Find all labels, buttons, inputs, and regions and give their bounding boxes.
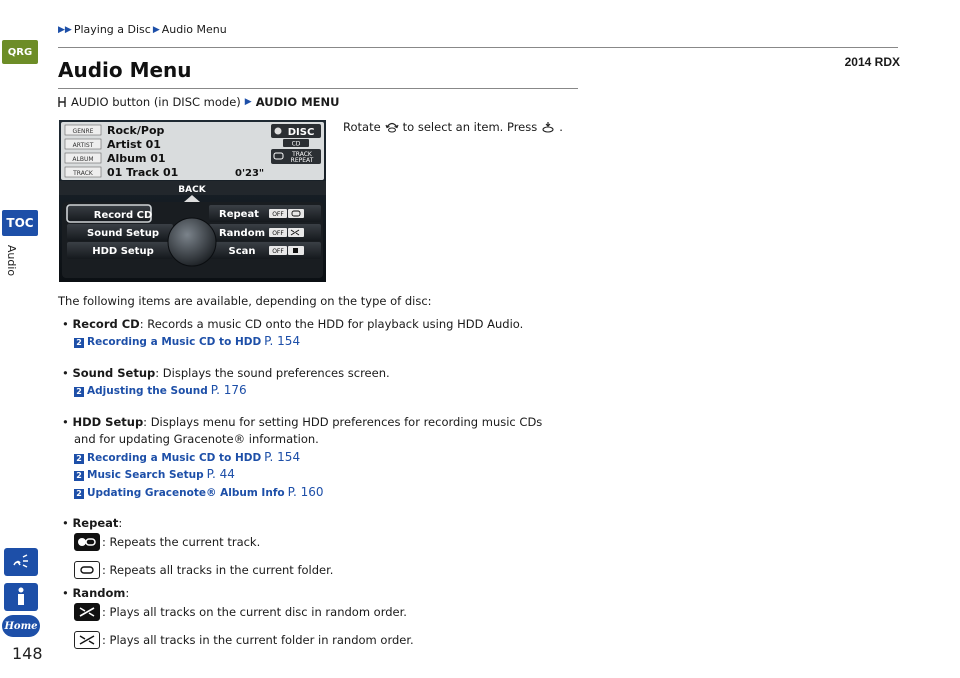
instruction-middle: to select an item. Press — [402, 120, 538, 134]
info-button[interactable] — [4, 583, 38, 611]
term-sound-setup: Sound Setup — [72, 366, 156, 380]
source-cd: CD — [291, 140, 301, 148]
ref-gracenote-text[interactable]: Updating Gracenote® Album Info — [87, 487, 285, 499]
ref-record-cd-page[interactable]: P. 154 — [264, 334, 301, 348]
model-label: 2014 RDX — [844, 55, 900, 69]
ref-music-search-text[interactable]: Music Search Setup — [87, 469, 204, 481]
ref-sound-setup-text[interactable]: Adjusting the Sound — [87, 385, 208, 397]
tag-album: ALBUM — [72, 156, 94, 163]
random-disc-desc: : Plays all tracks on the current disc in random order. — [102, 605, 407, 619]
breadcrumb-item-audio-menu[interactable]: Audio Menu — [161, 23, 227, 36]
breadcrumb-item-playing-disc[interactable]: Playing a Disc — [73, 23, 151, 36]
term-record-cd: Record CD — [72, 317, 140, 331]
link-arrow-icon: 2 — [74, 454, 84, 464]
repeat-track-line — [74, 533, 260, 551]
hotkey-icon — [58, 96, 67, 108]
random-folder-line — [74, 631, 414, 649]
title-divider — [58, 88, 578, 89]
nav-arrow-icon: ▶ — [244, 97, 252, 107]
toc-button[interactable]: TOC — [2, 210, 38, 236]
track-repeat-line2: REPEAT — [290, 157, 314, 164]
section-label — [5, 236, 28, 286]
random-folder-desc: : Plays all tracks in the current folder in random order. — [102, 633, 414, 647]
menu-scan: Scan — [228, 246, 256, 257]
audio-menu-screen — [59, 120, 326, 282]
item-hdd-setup-cont — [74, 432, 319, 446]
repeat-folder-desc: : Repeats all tracks in the current folder. — [102, 563, 334, 577]
desc-sound-setup: : Displays the sound preferences screen. — [155, 366, 390, 380]
random-disc-line — [74, 603, 407, 621]
nav-path-to: AUDIO MENU — [255, 95, 340, 109]
interface-dial-rotate-icon — [385, 121, 399, 133]
voice-command-button[interactable] — [4, 548, 38, 576]
info-icon — [14, 587, 28, 607]
breadcrumb — [58, 23, 227, 36]
term-repeat: Repeat — [72, 516, 119, 530]
track-repeat-line1: TRACK — [292, 151, 312, 158]
nav-path-from: AUDIO button (in DISC mode) — [71, 95, 241, 109]
ref-sound-setup[interactable] — [74, 383, 247, 397]
ref-gracenote[interactable] — [74, 485, 324, 499]
menu-repeat: Repeat — [219, 209, 259, 220]
voice-icon — [11, 553, 31, 571]
home-button[interactable]: Home — [2, 615, 40, 637]
desc-record-cd: : Records a music CD onto the HDD for playback using HDD Audio. — [139, 317, 524, 331]
menu-random: Random — [218, 228, 266, 239]
ref-music-search-page[interactable]: P. 44 — [206, 467, 235, 481]
menu-hdd-setup: HDD Setup — [92, 246, 154, 257]
link-arrow-icon: 2 — [74, 489, 84, 499]
intro-text: The following items are available, depending on the type of disc: — [58, 294, 432, 308]
desc-hdd-setup-2: and for updating Gracenote® information. — [74, 432, 319, 446]
desc-hdd-setup-1: : Displays menu for setting HDD preferences for recording music CDs — [143, 415, 543, 429]
random-off: OFF — [272, 230, 284, 237]
tag-genre: GENRE — [72, 128, 94, 135]
term-hdd-setup: HDD Setup — [72, 415, 144, 429]
ref-hdd-recording[interactable] — [74, 450, 300, 464]
link-arrow-icon: 2 — [74, 338, 84, 348]
breadcrumb-arrow-icon: ▶▶ — [58, 24, 72, 35]
source-disc: DISC — [287, 127, 315, 138]
repeat-off: OFF — [272, 211, 284, 218]
link-arrow-icon: 2 — [74, 387, 84, 397]
repeat-folder-icon — [74, 561, 100, 579]
ref-record-cd-text[interactable]: Recording a Music CD to HDD — [87, 336, 262, 348]
menu-sound-setup: Sound Setup — [87, 228, 159, 239]
link-arrow-icon: 2 — [74, 471, 84, 481]
value-track: 01 Track 01 — [107, 166, 179, 179]
interface-dial-press-icon — [541, 121, 555, 133]
repeat-folder-line — [74, 561, 333, 579]
qrg-button[interactable]: QRG — [2, 40, 38, 64]
item-hdd-setup: • HDD Setup: Displays menu for setting HDD preferences for recording music CDs — [62, 415, 543, 429]
navigation-path — [58, 95, 339, 109]
audio-menu-screen-graphic — [59, 120, 326, 282]
ref-record-cd[interactable] — [74, 334, 300, 348]
ref-sound-setup-page[interactable]: P. 176 — [210, 383, 247, 397]
section-label-text: Audio — [5, 244, 19, 277]
breadcrumb-arrow-icon: ▶ — [152, 24, 160, 35]
tag-artist: ARTIST — [72, 142, 94, 149]
item-record-cd: • Record CD: Records a music CD onto the HDD for playback using HDD Audio. — [62, 317, 524, 331]
header-divider — [58, 47, 898, 48]
tag-track: TRACK — [73, 170, 93, 177]
scan-off: OFF — [272, 248, 284, 255]
value-genre: Rock/Pop — [107, 124, 165, 137]
ref-hdd-recording-text[interactable]: Recording a Music CD to HDD — [87, 452, 262, 464]
repeat-track-icon — [74, 533, 100, 551]
random-colon: : — [125, 586, 130, 600]
item-repeat: • Repeat: — [62, 516, 123, 530]
menu-record-cd: Record CD — [93, 210, 153, 221]
item-sound-setup: • Sound Setup: Displays the sound preferences screen. — [62, 366, 390, 380]
page-number: 148 — [12, 644, 43, 663]
item-random: • Random: — [62, 586, 130, 600]
random-disc-icon — [74, 603, 100, 621]
ref-music-search[interactable] — [74, 467, 235, 481]
repeat-colon: : — [118, 516, 123, 530]
ref-gracenote-page[interactable]: P. 160 — [287, 485, 324, 499]
instruction-before: Rotate — [343, 120, 381, 134]
repeat-track-desc: : Repeats the current track. — [102, 535, 261, 549]
instruction-after: . — [559, 120, 563, 134]
value-album: Album 01 — [107, 152, 166, 165]
term-random: Random — [72, 586, 126, 600]
elapsed-time: 0'23" — [235, 168, 265, 179]
page-title: Audio Menu — [58, 58, 192, 82]
back-label: BACK — [178, 185, 206, 195]
rotate-instruction — [343, 120, 563, 134]
value-artist: Artist 01 — [107, 138, 161, 151]
ref-hdd-recording-page[interactable]: P. 154 — [264, 450, 301, 464]
random-folder-icon — [74, 631, 100, 649]
